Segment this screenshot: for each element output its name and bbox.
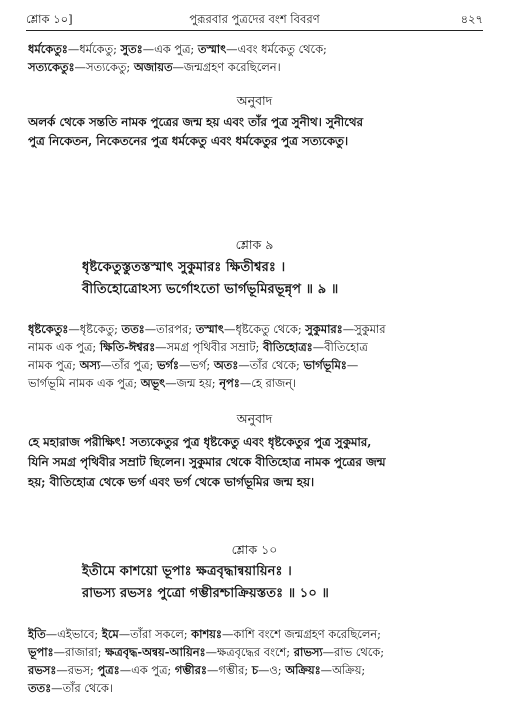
sanskrit-term: ভর্গঃ: [156, 358, 179, 372]
synonym-line: [28, 661, 485, 679]
sanskrit-term: বীতিহোত্রঃ: [263, 340, 313, 354]
term-meaning: —অক্রিয়;: [320, 663, 366, 677]
translation-verse-9: [28, 432, 485, 492]
sanskrit-term: গম্ভীরঃ: [174, 663, 207, 677]
synonym-line: [28, 679, 485, 697]
sanskrit-term: সুতঃ: [120, 42, 143, 56]
term-meaning: —ভর্গ;: [179, 358, 214, 372]
shloka-heading-10: শ্লোক ১০: [231, 542, 278, 557]
term-meaning: —হে রাজন্।: [239, 376, 297, 390]
synonyms-verse-8: [28, 40, 485, 76]
term-meaning: —সত্যকেতু;: [74, 60, 134, 74]
synonym-line: [28, 320, 485, 338]
term-meaning: —বীতিহোত্র: [312, 340, 368, 354]
term-meaning: নামক পুত্র;: [28, 358, 80, 372]
sanskrit-term: ক্ষিতি-ঈশ্বরঃ: [99, 340, 156, 354]
sanskrit-term: রাভস্য: [293, 645, 323, 659]
term-meaning: —: [346, 358, 359, 372]
sanskrit-term: অক্রিয়ঃ: [285, 663, 321, 677]
text-line: রাভস্য রভসঃ পুত্রো গম্ভীরশ্চাক্রিয়স্ততঃ ॥ ১০ ॥: [82, 586, 329, 601]
text-line: পুত্র নিকেতন, নিকেতনের পুত্র ধর্মকেতু এবং ধর্মকেতুর পুত্র সত্যকেতু।: [28, 134, 349, 148]
text-line: যিনি সমগ্র পৃথিবীর সম্রাট ছিলেন। সুকুমার থেকে বীতিহোত্র নামক পুত্রের জন্ম: [28, 455, 386, 469]
term-meaning: —এইভাবে;: [45, 627, 102, 641]
term-meaning: —রভস;: [56, 663, 98, 677]
term-meaning: —এবং ধর্মকেতু থেকে;: [226, 42, 327, 56]
sanskrit-term: সুকুমারঃ: [305, 322, 343, 336]
translation-verse-8: [28, 113, 485, 151]
text-line: বীতিহোত্রোঽস্য ভর্গোঽতো ভার্গভূমিরভূন্নৃপ ॥ ৯ ॥: [82, 282, 339, 297]
term-meaning: —ক্ষত্রবৃদ্ধের বংশে;: [205, 645, 294, 659]
term-meaning: —গম্ভীর;: [206, 663, 252, 677]
term-meaning: —ও;: [258, 663, 286, 677]
term-meaning: —ধৃষ্টকেতু থেকে;: [223, 322, 306, 336]
translation-heading-2: অনুবাদ: [236, 411, 273, 426]
sanskrit-term: ততঃ: [121, 322, 145, 336]
term-meaning: —জন্মগ্রহণ করেছিলেন।: [172, 60, 281, 74]
sanskrit-term: ভার্গভূমিঃ: [303, 358, 347, 372]
text-line: ইতীমে কাশয়ো ভূপাঃ ক্ষত্রবৃদ্ধান্বয়ায়িনঃ ।: [82, 564, 292, 579]
shloka-heading-9: শ্লোক ৯: [235, 237, 274, 252]
sanskrit-term: রভসঃ: [28, 663, 57, 677]
term-meaning: নামক এক পুত্র;: [28, 340, 100, 354]
header-chapter-title: পুরূরবার পুত্রদের বংশ বিবরণ: [189, 12, 320, 26]
synonym-line: [28, 374, 485, 392]
sanskrit-term: তস্মাৎ: [197, 42, 227, 56]
sanskrit-term: কাশয়ঃ: [191, 627, 222, 641]
sanskrit-term: ক্ষত্রবৃদ্ধ-অন্বয়-আয়িনঃ: [105, 645, 206, 659]
running-header: [26, 11, 483, 27]
sanskrit-term: ধৃষ্টকেতুঃ: [28, 322, 69, 336]
term-meaning: —তাঁর পুত্র;: [100, 358, 157, 372]
sanskrit-term: তস্মাৎ: [195, 322, 224, 336]
synonym-line: [28, 338, 485, 356]
term-meaning: —কাশি বংশে জন্মগ্রহণ করেছিলেন;: [221, 627, 381, 641]
synonyms-verse-9: [28, 320, 485, 392]
sanskrit-term: ধর্মকেতুঃ: [28, 42, 68, 56]
sanskrit-term: ইতি: [28, 627, 46, 641]
synonym-line: [28, 625, 485, 643]
header-verse-ref: শ্লোক ১০]: [26, 12, 73, 26]
term-meaning: —সমগ্র পৃথিবীর সম্রাট;: [155, 340, 263, 354]
term-meaning: —রাজারা;: [53, 645, 106, 659]
term-meaning: —ধৃষ্টকেতু;: [68, 322, 122, 336]
sanskrit-term: ভূপাঃ: [28, 645, 54, 659]
synonym-line: [28, 58, 485, 76]
term-meaning: —তাঁরা সকলে;: [118, 627, 192, 641]
header-rule: [26, 30, 483, 31]
sanskrit-term: অজায়ত: [133, 60, 173, 74]
verse-9-sanskrit: [82, 257, 449, 301]
term-meaning: —তাঁর থেকে।: [51, 681, 113, 695]
verse-10-sanskrit: [82, 561, 449, 605]
sanskrit-term: পুত্রঃ: [97, 663, 120, 677]
text-line: ধৃষ্টকেতুস্তুতস্তস্মাৎ সুকুমারঃ ক্ষিতীশ্বরঃ ।: [82, 260, 286, 275]
sanskrit-term: নৃপঃ: [219, 376, 240, 390]
sanskrit-term: ততঃ: [28, 681, 52, 695]
text-line: হে মহারাজ পরীক্ষিৎ! সত্যকেতুর পুত্র ধৃষ্টকেতু এবং ধৃষ্টকেতুর পুত্র সুকুমার,: [28, 435, 372, 449]
text-line: অলর্ক থেকে সন্ততি নামক পুত্রের জন্ম হয় এবং তাঁর পুত্র সুনীথ। সুনীথের: [28, 115, 364, 129]
sanskrit-term: অস্য: [79, 358, 101, 372]
translation-heading: অনুবাদ: [236, 93, 273, 108]
sanskrit-term: সত্যকেতুঃ: [28, 60, 75, 74]
sanskrit-term: অভূৎ: [140, 376, 166, 390]
sanskrit-term: অতঃ: [213, 358, 239, 372]
page-number: ৪২৭: [460, 12, 483, 26]
synonym-line: [28, 356, 485, 374]
sanskrit-term: ইমে: [101, 627, 119, 641]
text-line: হয়; বীতিহোত্র থেকে ভর্গ এবং ভর্গ থেকে ভার্গভূমির জন্ম হয়।: [28, 475, 315, 489]
synonym-line: [28, 40, 485, 58]
term-meaning: —এক পুত্র;: [119, 663, 175, 677]
synonym-line: [28, 643, 485, 661]
term-meaning: —ধর্মকেতু;: [67, 42, 121, 56]
term-meaning: —জন্ম হয়;: [165, 376, 220, 390]
term-meaning: —তাঁর থেকে;: [238, 358, 304, 372]
term-meaning: ভার্গভূমি নামক এক পুত্র;: [28, 376, 141, 390]
term-meaning: —সুকুমার: [342, 322, 386, 336]
term-meaning: —রাভ থেকে;: [322, 645, 385, 659]
sanskrit-term: চ: [251, 663, 258, 677]
synonyms-verse-10: [28, 625, 485, 697]
term-meaning: —এক পুত্র;: [142, 42, 198, 56]
term-meaning: —তারপর;: [144, 322, 196, 336]
